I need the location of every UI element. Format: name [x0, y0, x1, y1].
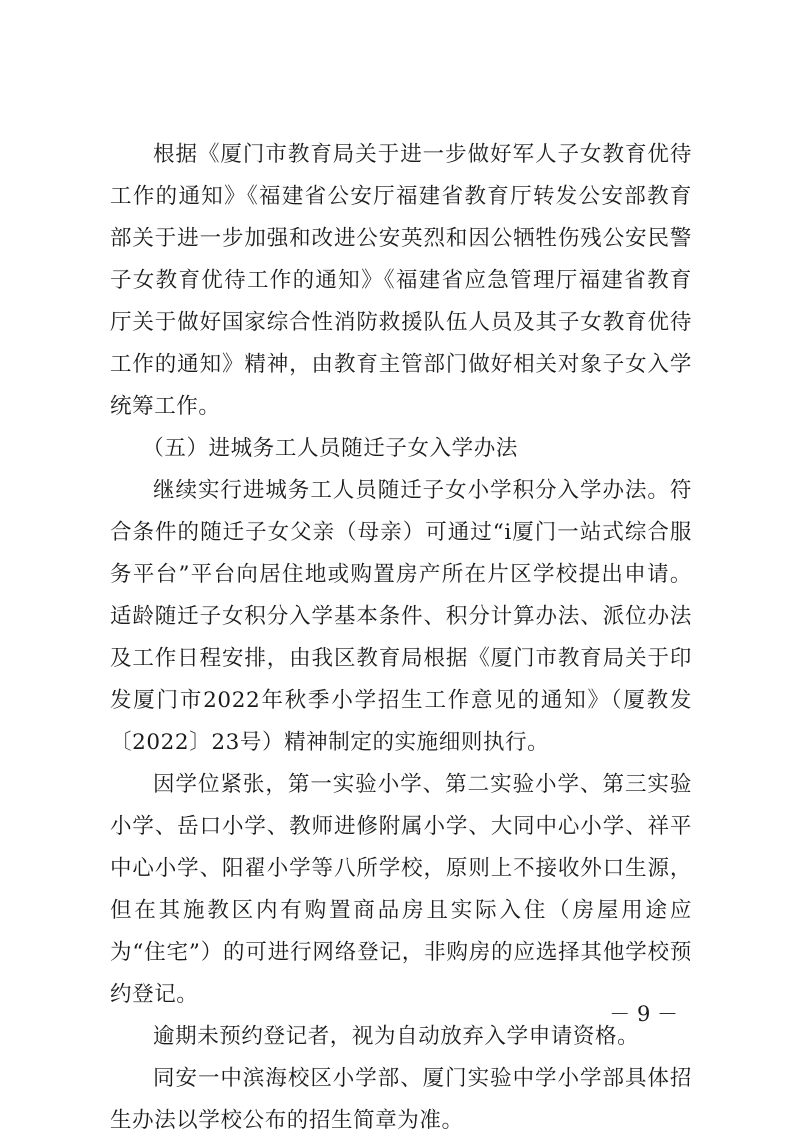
document-body — [110, 134, 692, 1142]
paragraph-school-capacity: 因学位紧张，第一实验小学、第二实验小学、第三实验小学、岳口小学、教师进修附属小学、大同中心小学、祥平中心小学、阳翟小学等八所学校，原则上不接收外口生源，但在其施教区内有购置商品房且实际入住（房屋用途应为“住宅”）的可进行网络登记，非购房的应选择其他学校预约登记。 — [110, 772, 692, 1007]
paragraph-special-schools: 同安一中滨海校区小学部、厦门实验中学小学部具体招生办法以学校公布的招生简章为准。 — [110, 1066, 692, 1133]
page-number: － 9 － — [609, 1002, 678, 1026]
section-heading-migrant-children: （五）进城务工人员随迁子女入学办法 — [142, 436, 518, 461]
paragraph-overdue-registration: 逾期未预约登记者，视为自动放弃入学申请资格。 — [153, 1024, 640, 1049]
paragraph-education-priority: 根据《厦门市教育局关于进一步做好军人子女教育优待工作的通知》《福建省公安厅福建省教育厅转发公安部教育部关于进一步加强和改进公安英烈和因公牺牲伤残公安民警子女教育优待工作的通知》《福建省应急管理厅福建省教育厅关于做好国家综合性消防救援队伍人员及其子女教育优待工作的通知》精神，由教育主管部门做好相关对象子女入学统筹工作。 — [110, 142, 692, 419]
paragraph-points-admission: 继续实行进城务工人员随迁子女小学积分入学办法。符合条件的随迁子女父亲（母亲）可通过“i厦门一站式综合服务平台”平台向居住地或购置房产所在片区学校提出申请。适龄随迁子女积分入学基本条件、积分计算办法、派位办法及工作日程安排，由我区教育局根据《厦门市教育局关于印发厦门市2022年秋季小学招生工作意见的通知》（厦教发〔2022〕23号）精神制定的实施细则执行。 — [110, 478, 692, 755]
